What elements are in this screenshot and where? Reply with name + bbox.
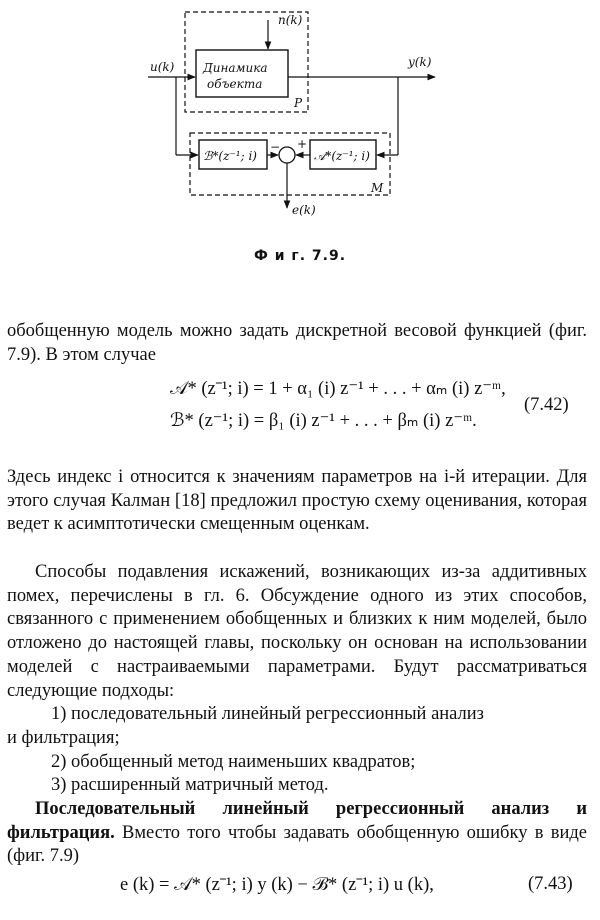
- equation-7-42-line1: 𝒜* (z⁻¹; i) = 1 + α₁ (i) z⁻¹ + . . . + αₘ (i) z⁻ᵐ,: [170, 379, 506, 399]
- input-label: u(k): [150, 60, 175, 74]
- a-block-label: 𝒜*(z⁻¹; i): [314, 149, 370, 163]
- figure-caption: Ф и г. 7.9.: [253, 248, 347, 264]
- block-diagram: [0, 0, 600, 240]
- methods-intro: Способы подавления искажений, возникающих из-за аддитивных помех, перечислены в гл. 6. Обсуждение одного из этих способов, связанного с применением обобщенных и близких к ним моделей, было отложено до настоящей главы, поскольку он основан на использовании моделей с настраиваемыми параметрами. Будут рассматриваться следующие подходы:: [7, 562, 587, 701]
- paragraph-index-explanation: Здесь индекс i относится к значениям параметров на i-й итерации. Для этого случая Калман [18] предложил простую схему оценивания, которая ведет к асимптотически смещенным оценкам.: [7, 467, 587, 535]
- section-text: Вместо того чтобы задавать обобщенную ошибку в виде (фиг. 7.9): [7, 822, 587, 867]
- paragraph-intro: обобщенную модель можно задать дискретной весовой функцией (фиг. 7.9). В этом случае: [7, 321, 587, 365]
- b-block-label: ℬ*(z⁻¹; i): [203, 149, 257, 163]
- list-item-2: 2) обобщенный метод наименьших квадратов;: [51, 751, 416, 772]
- list-item-1-continued: и фильтрация;: [7, 727, 120, 748]
- output-label: y(k): [408, 55, 432, 69]
- error-label: e(k): [292, 203, 316, 217]
- equation-7-43: e (k) = 𝒜* (z⁻¹; i) y (k) − ℬ* (z⁻¹; i) u (k),: [120, 875, 434, 895]
- list-item-1: 1) последовательный линейный регрессионный анализ: [51, 704, 484, 725]
- noise-label: n(k): [278, 13, 303, 27]
- plant-block-line2: объекта: [207, 77, 263, 91]
- equation-7-42-number: (7.42): [524, 395, 569, 415]
- list-item-3: 3) расширенный матричный метод.: [51, 775, 329, 796]
- section-heading: Последовательный линейный регрессионный анализ и фильтрация.: [7, 799, 587, 843]
- summing-junction: [279, 147, 295, 163]
- paragraph-methods: [7, 561, 587, 869]
- sum-plus-sign: +: [297, 137, 308, 151]
- equation-7-43-number: (7.43): [528, 874, 573, 894]
- equation-7-42-line2: ℬ* (z⁻¹; i) = β₁ (i) z⁻¹ + . . . + βₘ (i) z⁻ᵐ.: [170, 411, 477, 431]
- paragraph-regression: [7, 798, 587, 869]
- sum-minus-sign: −: [270, 140, 281, 154]
- model-boundary: [190, 133, 390, 195]
- plant-block-line1: Динамика: [203, 61, 268, 75]
- plant-corner-label: P: [294, 96, 303, 110]
- model-corner-label: M: [371, 181, 384, 195]
